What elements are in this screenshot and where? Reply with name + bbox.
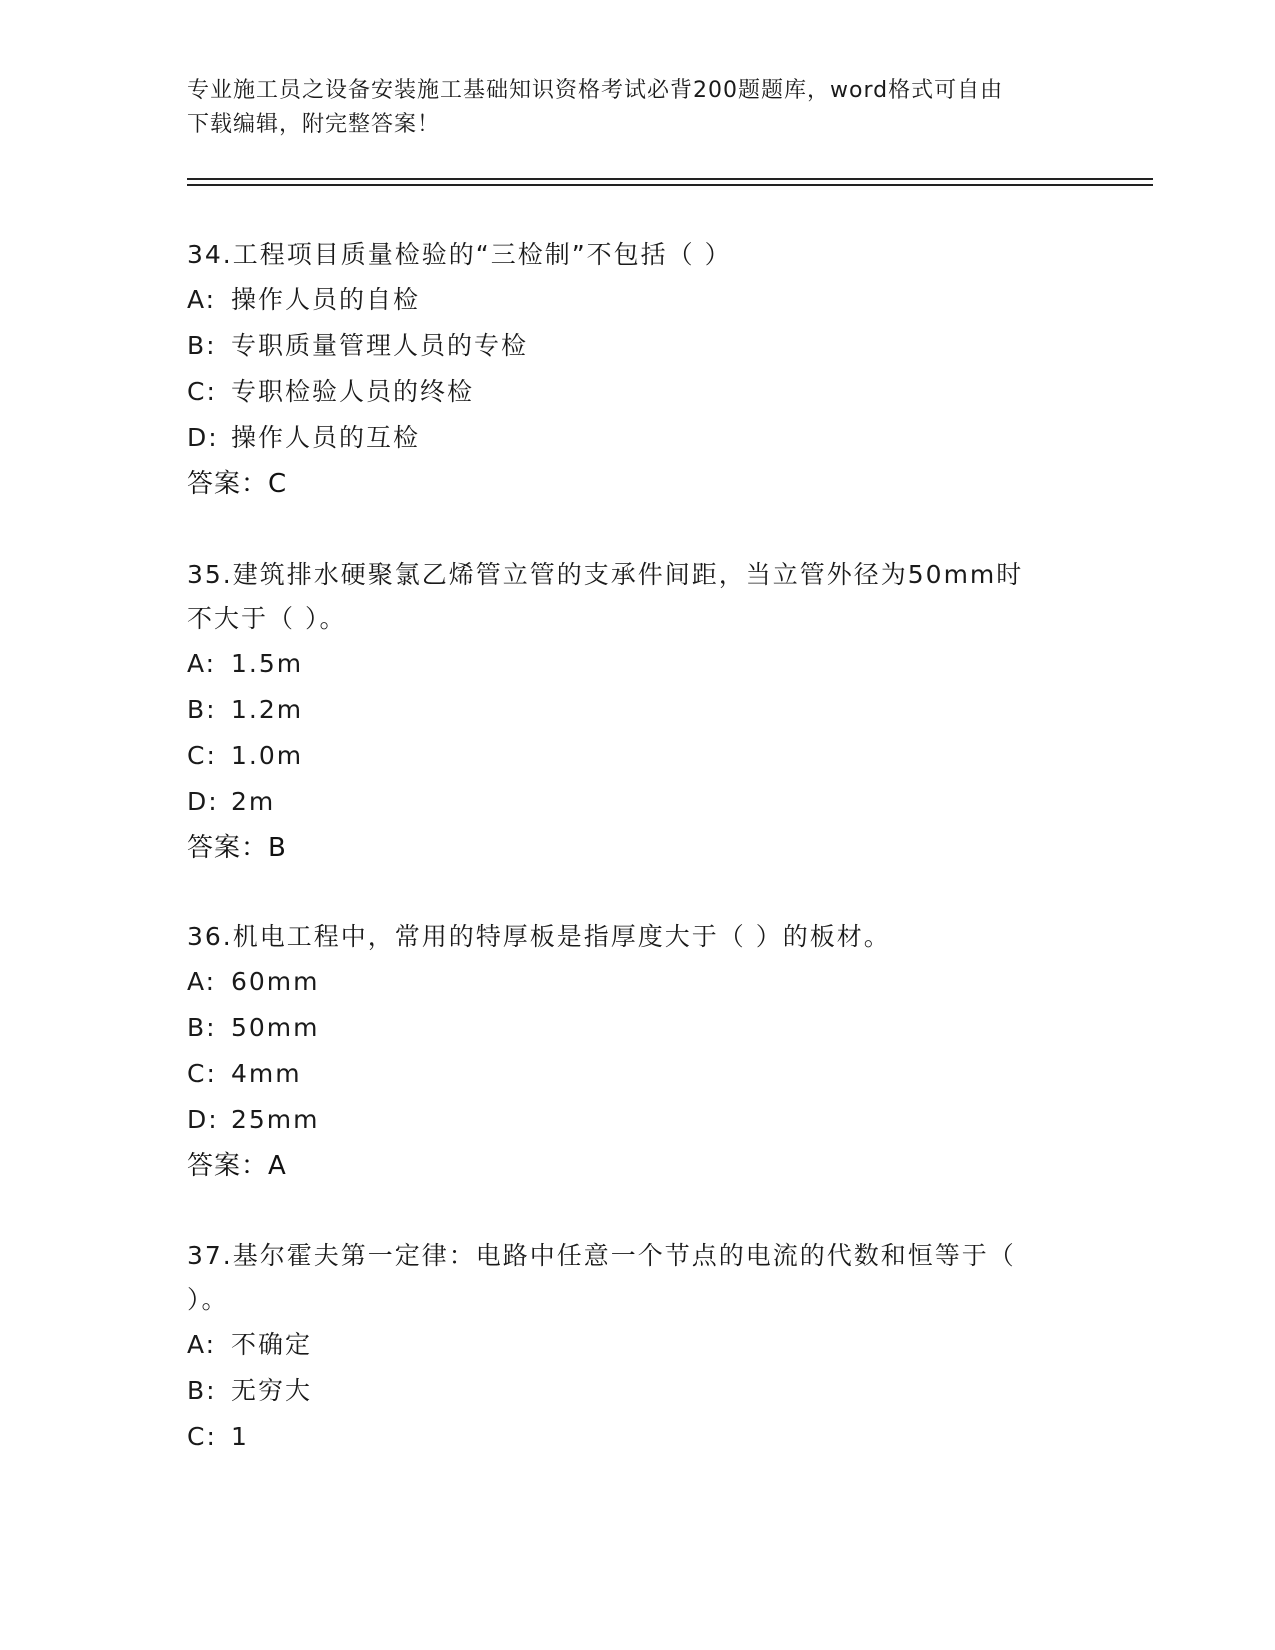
question-35 bbox=[187, 553, 1087, 871]
option-text: 60mm bbox=[231, 967, 320, 996]
question-stem: 36.机电工程中，常用的特厚板是指厚度大于（ ）的板材。 bbox=[187, 922, 891, 951]
option-c bbox=[187, 733, 1087, 779]
option-text: 不确定 bbox=[231, 1330, 313, 1359]
option-b bbox=[187, 1005, 1087, 1051]
option-letter: A: bbox=[187, 967, 217, 996]
option-c bbox=[187, 1051, 1087, 1097]
option-a bbox=[187, 959, 1087, 1005]
option-letter: B: bbox=[187, 1013, 217, 1042]
answer-line: 答案：C bbox=[187, 469, 288, 499]
header-divider-top bbox=[187, 178, 1153, 180]
option-letter: C: bbox=[187, 1422, 217, 1451]
answer-line: 答案：B bbox=[187, 833, 287, 863]
question-stem-continued: ）。 bbox=[187, 1285, 229, 1314]
option-letter: D: bbox=[187, 787, 219, 816]
option-letter: B: bbox=[187, 331, 217, 360]
option-letter: B: bbox=[187, 695, 217, 724]
option-letter: C: bbox=[187, 741, 217, 770]
option-text: 无穷大 bbox=[231, 1376, 313, 1405]
option-text: 50mm bbox=[231, 1013, 320, 1042]
option-b bbox=[187, 323, 1087, 369]
question-stem: 37.基尔霍夫第一定律：电路中任意一个节点的电流的代数和恒等于（ bbox=[187, 1241, 1016, 1270]
option-text: 4mm bbox=[231, 1059, 302, 1088]
option-a bbox=[187, 1322, 1087, 1368]
option-d bbox=[187, 779, 1087, 825]
option-letter: B: bbox=[187, 1376, 217, 1405]
header-line-2: 下载编辑，附完整答案！ bbox=[187, 112, 441, 137]
header-line-1: 专业施工员之设备安装施工基础知识资格考试必背200题题库，word格式可自由 bbox=[187, 78, 1004, 103]
option-text: 专职检验人员的终检 bbox=[231, 377, 475, 406]
answer-line: 答案：A bbox=[187, 1151, 287, 1181]
option-a bbox=[187, 277, 1087, 323]
question-36 bbox=[187, 915, 1087, 1189]
question-stem: 34.工程项目质量检验的“三检制”不包括（ ） bbox=[187, 240, 732, 269]
option-b bbox=[187, 1368, 1087, 1414]
option-text: 2m bbox=[231, 787, 276, 816]
option-text: 1.0m bbox=[231, 741, 304, 770]
option-text: 1.2m bbox=[231, 695, 304, 724]
question-34 bbox=[187, 233, 1087, 507]
option-letter: A: bbox=[187, 649, 217, 678]
option-d bbox=[187, 415, 1087, 461]
option-text: 1.5m bbox=[231, 649, 304, 678]
document-header bbox=[187, 74, 1067, 142]
option-b bbox=[187, 687, 1087, 733]
option-c bbox=[187, 369, 1087, 415]
option-letter: D: bbox=[187, 1105, 219, 1134]
option-text: 操作人员的互检 bbox=[231, 423, 421, 452]
option-letter: A: bbox=[187, 285, 217, 314]
header-divider-bottom bbox=[187, 184, 1153, 186]
question-37 bbox=[187, 1234, 1087, 1460]
question-stem-continued: 不大于（ ）。 bbox=[187, 604, 347, 633]
option-text: 25mm bbox=[231, 1105, 320, 1134]
option-c bbox=[187, 1414, 1087, 1460]
question-stem: 35.建筑排水硬聚氯乙烯管立管的支承件间距，当立管外径为50mm时 bbox=[187, 560, 1024, 589]
option-text: 操作人员的自检 bbox=[231, 285, 421, 314]
option-text: 专职质量管理人员的专检 bbox=[231, 331, 529, 360]
option-letter: C: bbox=[187, 1059, 217, 1088]
option-letter: A: bbox=[187, 1330, 217, 1359]
option-d bbox=[187, 1097, 1087, 1143]
option-letter: C: bbox=[187, 377, 217, 406]
option-letter: D: bbox=[187, 423, 219, 452]
option-text: 1 bbox=[231, 1422, 249, 1451]
option-a bbox=[187, 641, 1087, 687]
